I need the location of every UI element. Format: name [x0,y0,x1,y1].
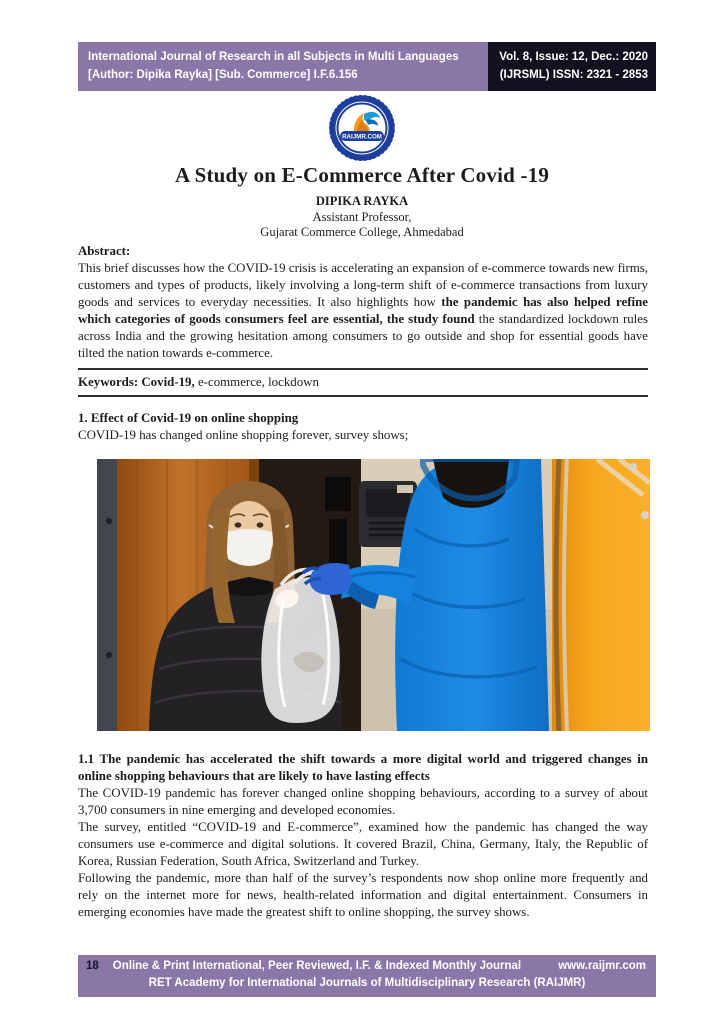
issue-volume: Vol. 8, Issue: 12, Dec.: 2020 [499,51,648,63]
keywords-line [78,374,648,391]
footer-line2: RET Academy for International Journals of Multidisciplinary Research (RAIJMR) [148,977,586,989]
page-title: A Study on E-Commerce After Covid -19 [174,163,550,187]
journal-author-line: [Author: Dipika Rayka] [Sub. Commerce] I.F.6.156 [88,69,358,81]
footer-line1 [78,958,656,975]
journal-title: International Journal of Research in all Subjects in Multi Languages [88,51,459,63]
paper-body [78,243,648,921]
section-1-1-heading: 1.1 The pandemic has accelerated the shift towards a more digital world and triggered changes in online shopping behaviours that are likely to have lasting effects [78,752,648,783]
keywords-values: e-commerce, lockdown [194,375,319,389]
abstract-text-2: the standardized lockdown rules across India and the growing hesitation among consumers to go outside and shop for essential goods have tilted the nation towards e-commerce. [78,312,648,360]
section-1-heading: 1. Effect of Covid-19 on online shopping [78,411,299,425]
delivery-photo-illustration [97,459,650,731]
section-1-intro: COVID-19 has changed online shopping forever, survey shows; [78,428,409,442]
keywords-rule-bottom [78,395,648,397]
journal-issue-box [488,42,656,91]
photo-face-mask [224,529,274,566]
photo-hivis-vest [552,459,650,731]
author-affiliation: Gujarat Commerce College, Ahmedabad [260,225,464,239]
issue-issn: (IJRSML) ISSN: 2321 - 2853 [499,69,648,81]
abstract-paragraph [78,243,648,362]
abstract-text-bold: the pandemic has also helped refine which categories of goods consumers feel are essential, the study found [78,295,648,326]
figure-delivery-photo [97,459,650,731]
journal-header-left [78,42,488,91]
journal-logo [0,94,724,162]
footer-journal-text: Online & Print International, Peer Reviewed, I.F. & Indexed Monthly Journal [112,960,522,972]
abstract-text-1: This brief discusses how the COVID-19 crisis is accelerating an expansion of e-commerce towards new firms, customers and types of products, likely involving a long-term shift of e-commerce transactions from luxury goods and services to everyday necessities. It also highlights how [78,261,648,309]
section-1-1-para1: The COVID-19 pandemic has forever changed online shopping behaviours, according to a survey of about 3,700 consumers in nine emerging and developed economies. [78,786,648,817]
author-block [0,194,724,241]
page-number: 18 [86,960,99,972]
photo-doorframe [97,459,117,731]
footer-url: www.raijmr.com [558,960,646,972]
journal-header-band [78,42,656,91]
journal-footer-band [78,955,656,997]
logo-label: RAIJMR.COM [342,133,382,141]
section-1-1-para2: The survey, entitled “COVID-19 and E-commerce”, examined how the pandemic has changed the way consumers use e-commerce and digital solutions. It covered Brazil, China, Germany, Italy, the Republic of Korea, Russian Federation, South Africa, Switzerland and Turkey. [78,820,648,868]
author-role: Assistant Professor, [312,209,412,224]
abstract-heading: Abstract: [78,244,131,258]
author-name: DIPIKA RAYKA [315,194,409,208]
raijmr-logo-icon [328,94,396,162]
section-1-1-para3: Following the pandemic, more than half of the survey’s respondents now shop online more frequently and rely on the internet more for news, health-related information and digital entertainment. Consumers in emerging economies have made the greatest shift to online shopping, the survey shows. [78,871,648,919]
keywords-rule-top [78,368,648,370]
keywords-label: Keywords: Covid-19, [78,375,195,389]
